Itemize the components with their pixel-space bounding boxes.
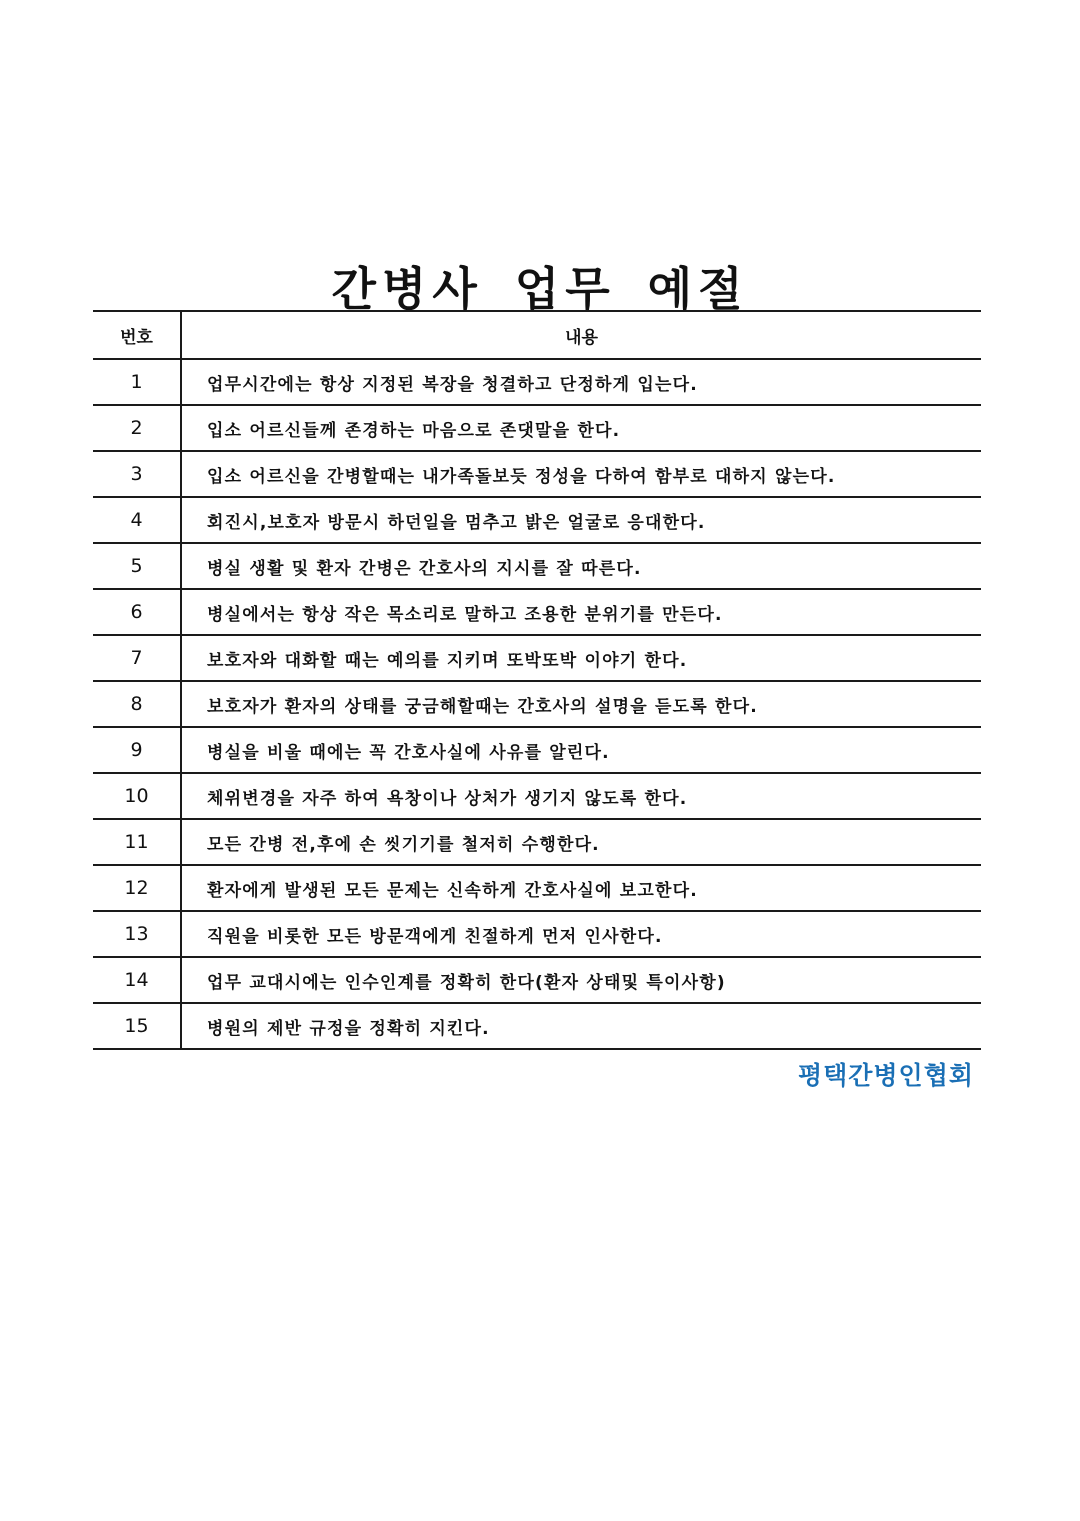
- table-body: [93, 359, 981, 1049]
- row-content: 체위변경을 자주 하여 욕창이나 상처가 생기지 않도록 한다.: [181, 773, 981, 819]
- row-number: 5: [93, 543, 181, 589]
- row-number: 9: [93, 727, 181, 773]
- table-row: [93, 543, 981, 589]
- table-row: [93, 865, 981, 911]
- row-number: 3: [93, 451, 181, 497]
- row-number: 7: [93, 635, 181, 681]
- table-header-row: [93, 311, 981, 359]
- table-row: [93, 681, 981, 727]
- row-content: 입소 어르신들께 존경하는 마음으로 존댓말을 한다.: [181, 405, 981, 451]
- table-row: [93, 727, 981, 773]
- table-row: [93, 819, 981, 865]
- row-content: 모든 간병 전,후에 손 씻기기를 철저히 수행한다.: [181, 819, 981, 865]
- row-content: 입소 어르신을 간병할때는 내가족돌보듯 정성을 다하여 함부로 대하지 않는다.: [181, 451, 981, 497]
- header-content: 내용: [181, 311, 981, 359]
- row-content: 직원을 비롯한 모든 방문객에게 친절하게 먼저 인사한다.: [181, 911, 981, 957]
- row-number: 11: [93, 819, 181, 865]
- table-row: [93, 957, 981, 1003]
- organization-name: 평택간병인협회: [797, 1061, 974, 1090]
- row-number: 2: [93, 405, 181, 451]
- row-content: 회진시,보호자 방문시 하던일을 멈추고 밝은 얼굴로 응대한다.: [181, 497, 981, 543]
- table-row: [93, 635, 981, 681]
- row-number: 12: [93, 865, 181, 911]
- row-number: 4: [93, 497, 181, 543]
- row-content: 업무 교대시에는 인수인계를 정확히 한다(환자 상태및 특이사항): [181, 957, 981, 1003]
- row-content: 보호자와 대화할 때는 예의를 지키며 또박또박 이야기 한다.: [181, 635, 981, 681]
- row-number: 15: [93, 1003, 181, 1049]
- page-title: 간병사 업무 예절: [331, 261, 749, 316]
- row-content: 병실을 비울 때에는 꼭 간호사실에 사유를 알린다.: [181, 727, 981, 773]
- table-row: [93, 359, 981, 405]
- row-content: 병실에서는 항상 작은 목소리로 말하고 조용한 분위기를 만든다.: [181, 589, 981, 635]
- row-number: 1: [93, 359, 181, 405]
- row-content: 병원의 제반 규정을 정확히 지킨다.: [181, 1003, 981, 1049]
- row-content: 보호자가 환자의 상태를 궁금해할때는 간호사의 설명을 듣도록 한다.: [181, 681, 981, 727]
- row-number: 8: [93, 681, 181, 727]
- row-content: 병실 생활 및 환자 간병은 간호사의 지시를 잘 따른다.: [181, 543, 981, 589]
- row-content: 환자에게 발생된 모든 문제는 신속하게 간호사실에 보고한다.: [181, 865, 981, 911]
- row-content: 업무시간에는 항상 지정된 복장을 청결하고 단정하게 입는다.: [181, 359, 981, 405]
- row-number: 14: [93, 957, 181, 1003]
- table-row: [93, 451, 981, 497]
- table-row: [93, 589, 981, 635]
- row-number: 6: [93, 589, 181, 635]
- row-number: 10: [93, 773, 181, 819]
- row-number: 13: [93, 911, 181, 957]
- table-row: [93, 497, 981, 543]
- table-row: [93, 1003, 981, 1049]
- header-number: 번호: [93, 311, 181, 359]
- table-row: [93, 773, 981, 819]
- table-row: [93, 911, 981, 957]
- table-row: [93, 405, 981, 451]
- rules-table: [93, 310, 981, 1050]
